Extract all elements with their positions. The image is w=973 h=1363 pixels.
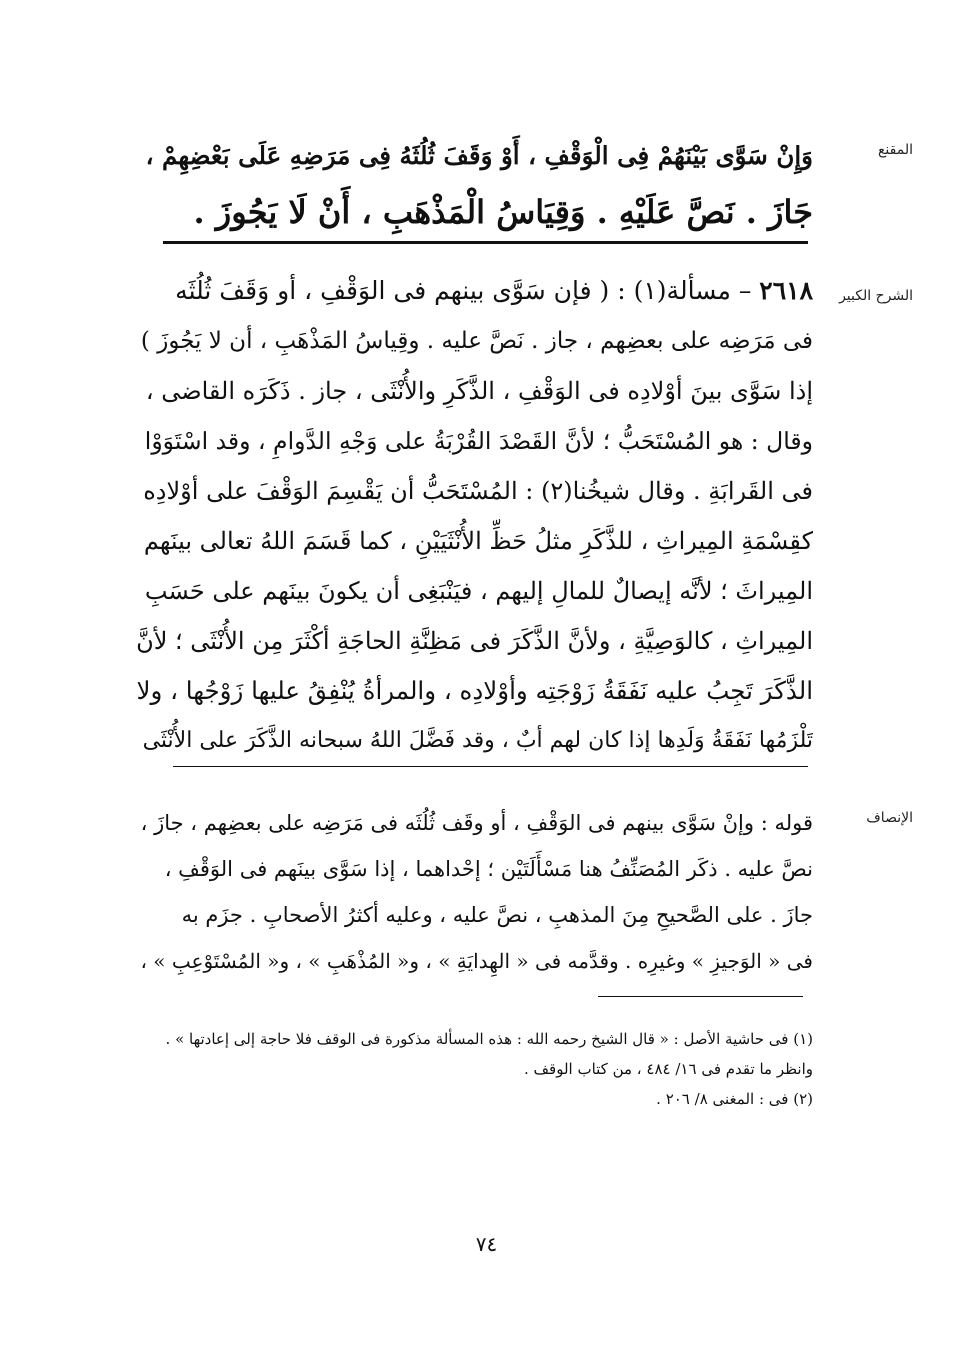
muqni-text (133, 128, 813, 240)
sharh-line-first (133, 266, 813, 316)
section-label-muqni: المقنع (877, 142, 913, 158)
section-label-insaf: الإنصاف (866, 810, 913, 826)
sharh-line: المِيراثَ ؛ لأنَّه إيصالٌ للمالِ إليهم ، فيَنْبَغِى أن يكونَ بينَهم على حَسَبِ (144, 577, 813, 605)
section-divider-thin (173, 766, 808, 767)
footnotes (123, 1024, 813, 1114)
sharh-line: المِيراثِ ، كالوَصِيَّةِ ، ولأنَّ الذَّكَرَ فى مَظِنَّةِ الحاجَةِ أكْثَرَ مِن الأُنْثَى ؛ لأنَّ (136, 627, 813, 655)
muqni-line: جَازَ . نَصَّ عَلَيْهِ . وَقِيَاسُ الْمَذْهَبِ ، أَنْ لَا يَجُوزَ . (193, 193, 813, 231)
sharh-line: فى مَرَضِه على بعضِهم ، جاز . نَصَّ عليه . وقِياسُ المَذْهَبِ ، أن لا يَجُوزَ ) (140, 328, 813, 354)
insaf-line: فى « الوَجيزِ » وغيرِه . وقدَّمه فى « الهِدايَةِ » ، و« المُذْهَبِ » ، و« المُسْتَوْعِبِ » ، (140, 949, 813, 973)
footnote-divider (598, 996, 803, 997)
insaf-line: نصَّ عليه . ذكَر المُصَنِّفُ هنا مَسْأَلَتَيْن ؛ إحْداهما ، إذا سَوَّى بينَهم فى الوَقْفِ ، (164, 857, 813, 881)
insaf-line: جازَ . على الصَّحيحِ مِنَ المذهبِ ، نصَّ عليه ، وعليه أكثرُ الأصحابِ . جزَم به (181, 903, 813, 927)
sharh-line: – مسألة(١) : ( فإن سَوَّى بينهم فى الوَقْفِ ، أو وَقَفَ ثُلُثَه (175, 276, 752, 305)
insaf-text (133, 800, 813, 984)
sharh-line: إذا سَوَّى بينَ أوْلادِه فى الوَقْفِ ، الذَّكَرِ والأُنْثَى ، جاز . ذَكَرَه القاضى ، (145, 377, 813, 405)
sharh-line: تَلْزَمُها نَفَقَةُ وَلَدِها إذا كان لهم أبٌ ، وقد فَضَّلَ اللهُ سبحانه الذَّكَرَ على الأُنْثَى (142, 728, 813, 753)
footnote: (١) فى حاشية الأصل : « قال الشيخ رحمه الله : هذه المسألة مذكورة فى الوقف فلا حاجة إلى إعادتها » . (165, 1030, 813, 1048)
issue-number: ٢٦١٨ (759, 276, 813, 305)
sharh-line: كقِسْمَةِ المِيراثِ ، للذَّكَرِ مثلُ حَظِّ الأُنْثَيَيْنِ ، كما قَسَمَ اللهُ تعالى بينَهم (143, 527, 813, 555)
section-label-sharh: الشرح الكبير (839, 288, 913, 304)
sharh-line: الذَّكَرَ تَجِبُ عليه نَفَقَةُ زَوْجَتِه وأوْلادِه ، والمرأةُ يُنْفِقُ عليها زَوْجُها ، ولا (136, 676, 813, 705)
sharh-text (133, 266, 813, 766)
section-divider-thick (163, 241, 808, 244)
footnote: (٢) فى : المغنى ٨/ ٢٠٦ . (656, 1090, 813, 1108)
insaf-line: قوله : وإنْ سَوَّى بينهم فى الوَقْفِ ، أو وقَف ثُلُثَه فى مَرَضِه على بعضِهم ، جازَ ، (140, 811, 813, 835)
muqni-line: وَإِنْ سَوَّى بَيْنَهُمْ فِى الْوَقْفِ ، أَوْ وَقَفَ ثُلُثَهُ فِى مَرَضِهِ عَلَى بَعْضِهِمْ ، (145, 141, 813, 170)
page-number: ٧٤ (475, 1232, 498, 1256)
footnote: وانظر ما تقدم فى ١٦/ ٤٨٤ ، من كتاب الوقف . (523, 1060, 813, 1078)
sharh-line: فى القَرابَةِ . وقال شيخُنا(٢) : المُسْتَحَبُّ أن يَقْسِمَ الوَقْفَ على أوْلادِه (143, 477, 813, 505)
sharh-line: وقال : هو المُسْتَحَبُّ ؛ لأنَّ القَصْدَ القُرْبَةُ على وَجْهِ الدَّوامِ ، وقد اسْتَوَوْا (144, 427, 813, 455)
